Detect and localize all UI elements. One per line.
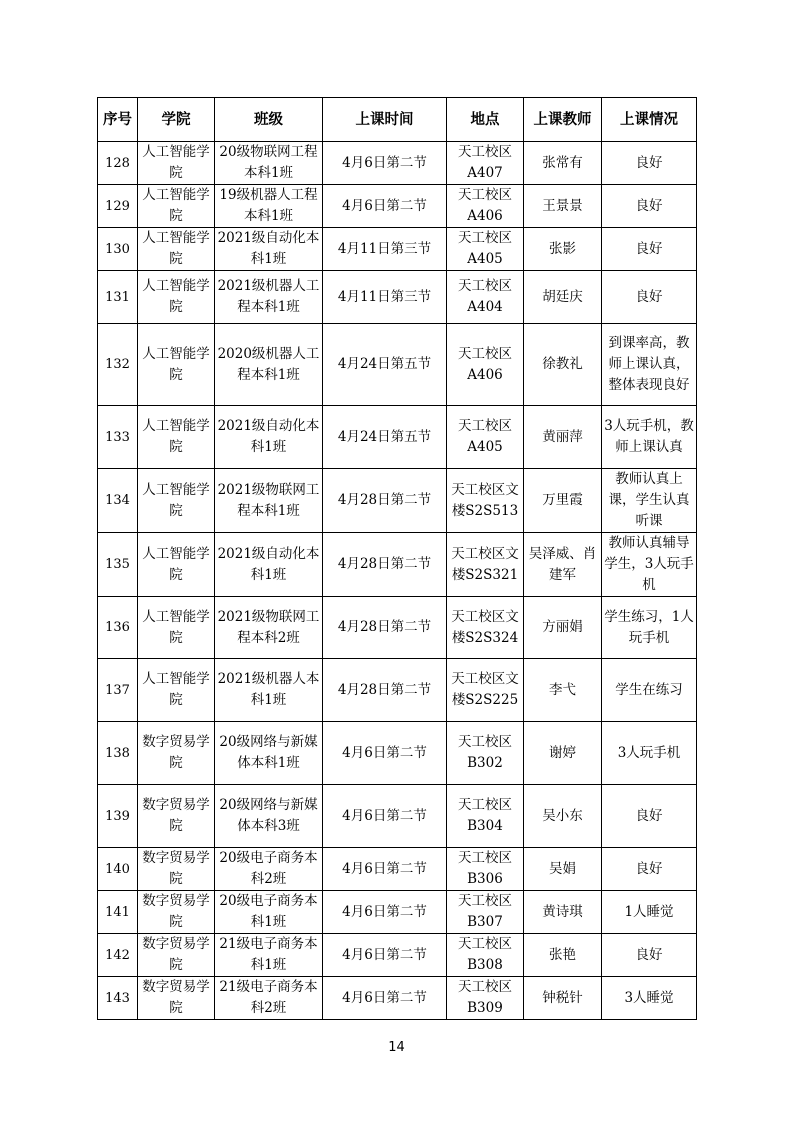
row-location: 天工校区B304 — [447, 785, 524, 848]
row-teacher: 黄丽萍 — [524, 406, 602, 469]
row-college: 人工智能学院 — [138, 597, 215, 659]
row-index: 130 — [98, 228, 138, 271]
row-teacher: 黄诗琪 — [524, 891, 602, 934]
row-index: 138 — [98, 722, 138, 785]
row-status: 学生练习，1人玩手机 — [602, 597, 697, 659]
row-teacher: 方丽娟 — [524, 597, 602, 659]
row-teacher: 王景景 — [524, 185, 602, 228]
row-index: 140 — [98, 848, 138, 891]
row-class: 2021级机器人工程本科1班 — [215, 271, 323, 324]
row-status: 良好 — [602, 271, 697, 324]
row-teacher: 张艳 — [524, 934, 602, 977]
row-status: 3人玩手机，教师上课认真 — [602, 406, 697, 469]
row-status: 到课率高，教师上课认真，整体表现良好 — [602, 324, 697, 406]
row-college: 人工智能学院 — [138, 469, 215, 533]
row-status: 良好 — [602, 785, 697, 848]
row-teacher: 张影 — [524, 228, 602, 271]
row-time: 4月6日第二节 — [323, 891, 447, 934]
row-time: 4月6日第二节 — [323, 722, 447, 785]
table-row — [98, 185, 697, 228]
row-status: 教师认真辅导学生，3人玩手机 — [602, 533, 697, 597]
table-row — [98, 934, 697, 977]
row-location: 天工校区B307 — [447, 891, 524, 934]
row-time: 4月6日第二节 — [323, 977, 447, 1020]
row-teacher: 胡廷庆 — [524, 271, 602, 324]
table-row — [98, 848, 697, 891]
row-location: 天工校区A406 — [447, 324, 524, 406]
row-time: 4月6日第二节 — [323, 934, 447, 977]
row-college: 数字贸易学院 — [138, 785, 215, 848]
row-status: 良好 — [602, 848, 697, 891]
row-status: 教师认真上课，学生认真听课 — [602, 469, 697, 533]
row-teacher: 钟税针 — [524, 977, 602, 1020]
row-location: 天工校区B306 — [447, 848, 524, 891]
table-row — [98, 659, 697, 722]
table-row — [98, 228, 697, 271]
row-index: 134 — [98, 469, 138, 533]
row-teacher: 吴娟 — [524, 848, 602, 891]
row-status: 3人睡觉 — [602, 977, 697, 1020]
row-class: 2021级自动化本科1班 — [215, 533, 323, 597]
row-location: 天工校区文楼S2S513 — [447, 469, 524, 533]
row-index: 142 — [98, 934, 138, 977]
row-location: 天工校区A406 — [447, 185, 524, 228]
row-location: 天工校区文楼S2S324 — [447, 597, 524, 659]
row-status: 良好 — [602, 185, 697, 228]
row-location: 天工校区A407 — [447, 142, 524, 185]
row-teacher: 吴泽威、肖建军 — [524, 533, 602, 597]
row-time: 4月28日第二节 — [323, 533, 447, 597]
row-time: 4月28日第二节 — [323, 597, 447, 659]
row-location: 天工校区A405 — [447, 406, 524, 469]
inspection-table — [97, 97, 697, 1020]
row-index: 128 — [98, 142, 138, 185]
row-teacher: 李弋 — [524, 659, 602, 722]
row-college: 数字贸易学院 — [138, 848, 215, 891]
row-index: 136 — [98, 597, 138, 659]
col-header-location: 地点 — [447, 98, 524, 142]
row-college: 人工智能学院 — [138, 185, 215, 228]
row-class: 21级电子商务本科1班 — [215, 934, 323, 977]
col-header-time: 上课时间 — [323, 98, 447, 142]
table-row — [98, 977, 697, 1020]
col-header-index: 序号 — [98, 98, 138, 142]
row-time: 4月11日第三节 — [323, 228, 447, 271]
row-college: 数字贸易学院 — [138, 977, 215, 1020]
row-index: 131 — [98, 271, 138, 324]
row-status: 良好 — [602, 934, 697, 977]
row-index: 133 — [98, 406, 138, 469]
row-index: 132 — [98, 324, 138, 406]
table-row — [98, 722, 697, 785]
row-location: 天工校区B308 — [447, 934, 524, 977]
row-index: 141 — [98, 891, 138, 934]
row-location: 天工校区B309 — [447, 977, 524, 1020]
row-time: 4月24日第五节 — [323, 406, 447, 469]
row-teacher: 张常有 — [524, 142, 602, 185]
header-row — [98, 98, 697, 142]
row-status: 良好 — [602, 228, 697, 271]
row-location: 天工校区文楼S2S225 — [447, 659, 524, 722]
row-college: 人工智能学院 — [138, 271, 215, 324]
row-college: 人工智能学院 — [138, 406, 215, 469]
row-location: 天工校区A405 — [447, 228, 524, 271]
row-college: 人工智能学院 — [138, 324, 215, 406]
row-time: 4月6日第二节 — [323, 848, 447, 891]
row-college: 人工智能学院 — [138, 659, 215, 722]
row-college: 人工智能学院 — [138, 142, 215, 185]
row-time: 4月6日第二节 — [323, 142, 447, 185]
row-class: 20级网络与新媒体本科1班 — [215, 722, 323, 785]
row-teacher: 吴小东 — [524, 785, 602, 848]
col-header-status: 上课情况 — [602, 98, 697, 142]
row-class: 2021级自动化本科1班 — [215, 228, 323, 271]
row-index: 129 — [98, 185, 138, 228]
row-time: 4月11日第三节 — [323, 271, 447, 324]
row-teacher: 万里霞 — [524, 469, 602, 533]
table-row — [98, 469, 697, 533]
row-status: 3人玩手机 — [602, 722, 697, 785]
row-time: 4月28日第二节 — [323, 659, 447, 722]
row-class: 20级物联网工程本科1班 — [215, 142, 323, 185]
row-class: 19级机器人工程本科1班 — [215, 185, 323, 228]
table-row — [98, 891, 697, 934]
table-row — [98, 142, 697, 185]
row-class: 21级电子商务本科2班 — [215, 977, 323, 1020]
table-row — [98, 271, 697, 324]
table-row — [98, 533, 697, 597]
row-class: 20级网络与新媒体本科3班 — [215, 785, 323, 848]
row-teacher: 谢婷 — [524, 722, 602, 785]
row-class: 2021级自动化本科1班 — [215, 406, 323, 469]
row-teacher: 徐教礼 — [524, 324, 602, 406]
row-class: 2021级物联网工程本科2班 — [215, 597, 323, 659]
table-row — [98, 324, 697, 406]
row-location: 天工校区B302 — [447, 722, 524, 785]
row-college: 数字贸易学院 — [138, 934, 215, 977]
page-number: 14 — [388, 1040, 405, 1055]
row-class: 2020级机器人工程本科1班 — [215, 324, 323, 406]
table-row — [98, 785, 697, 848]
row-college: 人工智能学院 — [138, 228, 215, 271]
row-location: 天工校区文楼S2S321 — [447, 533, 524, 597]
row-time: 4月28日第二节 — [323, 469, 447, 533]
col-header-class: 班级 — [215, 98, 323, 142]
row-class: 2021级物联网工程本科1班 — [215, 469, 323, 533]
row-time: 4月6日第二节 — [323, 185, 447, 228]
row-college: 数字贸易学院 — [138, 722, 215, 785]
row-time: 4月24日第五节 — [323, 324, 447, 406]
row-class: 2021级机器人本科1班 — [215, 659, 323, 722]
row-status: 1人睡觉 — [602, 891, 697, 934]
row-index: 139 — [98, 785, 138, 848]
row-college: 人工智能学院 — [138, 533, 215, 597]
table-row — [98, 597, 697, 659]
table-row — [98, 406, 697, 469]
row-class: 20级电子商务本科2班 — [215, 848, 323, 891]
row-status: 学生在练习 — [602, 659, 697, 722]
col-header-college: 学院 — [138, 98, 215, 142]
row-status: 良好 — [602, 142, 697, 185]
row-index: 135 — [98, 533, 138, 597]
col-header-teacher: 上课教师 — [524, 98, 602, 142]
row-class: 20级电子商务本科1班 — [215, 891, 323, 934]
row-college: 数字贸易学院 — [138, 891, 215, 934]
row-index: 143 — [98, 977, 138, 1020]
row-location: 天工校区A404 — [447, 271, 524, 324]
row-time: 4月6日第二节 — [323, 785, 447, 848]
row-index: 137 — [98, 659, 138, 722]
